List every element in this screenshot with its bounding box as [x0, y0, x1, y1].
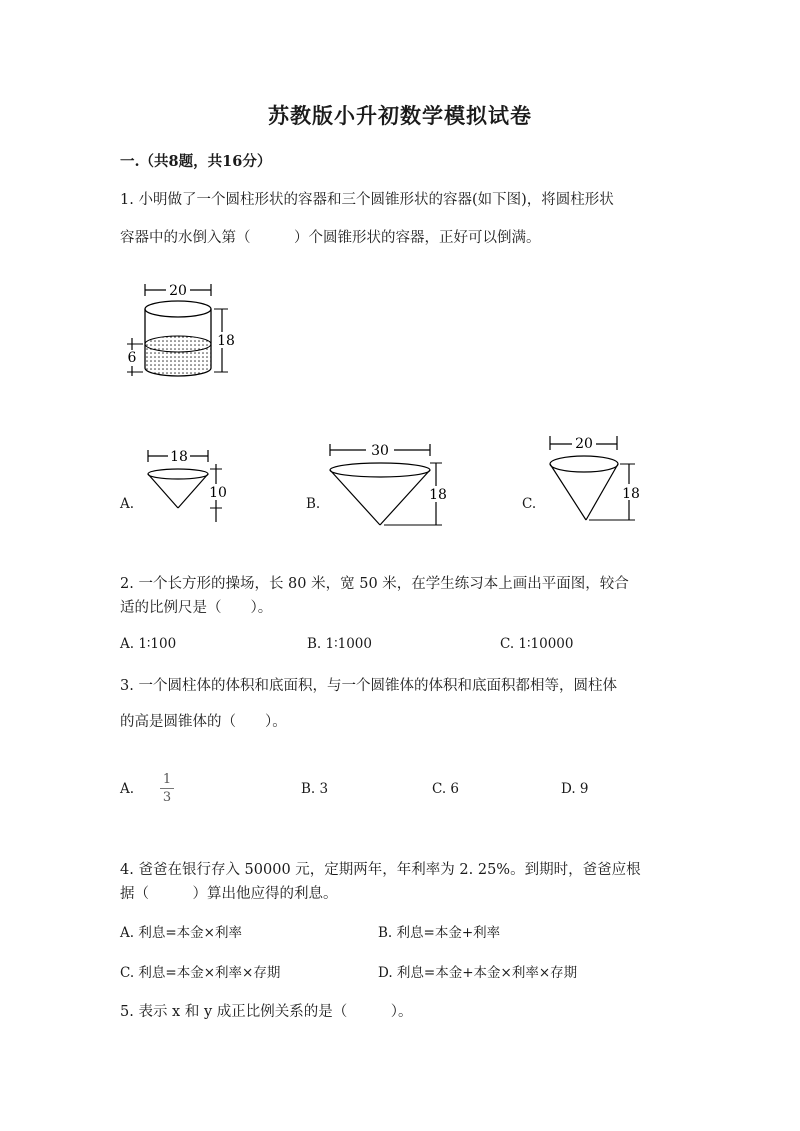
water-height-label: 6: [127, 350, 137, 366]
q3-option-b: B. 3: [301, 781, 329, 797]
question-3-line-1: 3. 一个圆柱体的体积和底面积，与一个圆锥体的体积和底面积都相等，圆柱体: [120, 678, 617, 694]
fraction-denominator: 3: [162, 790, 172, 805]
q3-option-d: D. 9: [561, 781, 589, 797]
fraction-bar: [160, 788, 174, 789]
cone-c-diameter-label: 20: [575, 436, 593, 452]
q4-option-b: B. 利息=本金+利率: [378, 925, 501, 941]
question-2-line-1: 2. 一个长方形的操场，长 80 米，宽 50 米，在学生练习本上画出平面图，较合: [120, 576, 629, 592]
q4-option-a: A. 利息=本金×利率: [120, 925, 242, 941]
cone-b-height-label: 18: [429, 487, 447, 503]
question-5-line-1: 5. 表示 x 和 y 成正比例关系的是（ ）。: [120, 1004, 413, 1020]
cone-c-figure: [545, 432, 655, 524]
question-3-line-2: 的高是圆锥体的（ ）。: [120, 714, 287, 730]
fraction-numerator: 1: [162, 772, 172, 787]
question-1-line-2: 容器中的水倒入第（ ）个圆锥形状的容器，正好可以倒满。: [120, 230, 541, 246]
section-heading: 一.（共8题，共16分）: [120, 153, 272, 170]
cylinder-figure: [122, 276, 242, 386]
cone-a-height-label: 10: [209, 485, 227, 501]
q2-option-a: A. 1∶100: [120, 636, 177, 652]
q2-option-c: C. 1∶10000: [500, 636, 574, 652]
cone-b-figure: [326, 440, 456, 532]
cone-a-diameter-label: 18: [170, 449, 188, 465]
q3-option-c: C. 6: [432, 781, 460, 797]
option-b-label: B.: [306, 496, 321, 512]
option-a-label: A.: [120, 496, 135, 512]
q3-option-a-fraction: [160, 772, 174, 805]
page-title: 苏教版小升初数学模拟试卷: [268, 103, 532, 128]
cylinder-height-label: 18: [217, 333, 235, 349]
question-2-line-2: 适的比例尺是（ ）。: [120, 600, 273, 616]
cone-c-height-label: 18: [622, 486, 640, 502]
q3-option-a-label: A.: [120, 781, 135, 797]
q2-option-b: B. 1∶1000: [307, 636, 372, 652]
q4-option-c: C. 利息=本金×利率×存期: [120, 965, 281, 981]
question-4-line-2: 据（ ）算出他应得的利息。: [120, 886, 338, 902]
cone-b-diameter-label: 30: [371, 443, 389, 459]
cylinder-diameter-label: 20: [169, 283, 187, 299]
question-4-line-1: 4. 爸爸在银行存入 50000 元，定期两年，年利率为 2. 25%。到期时，爸爸应根: [120, 862, 641, 878]
question-1-line-1: 1. 小明做了一个圆柱形状的容器和三个圆锥形状的容器(如下图)，将圆柱形状: [120, 192, 614, 208]
q4-option-d: D. 利息=本金+本金×利率×存期: [378, 965, 578, 981]
option-c-label: C.: [522, 496, 537, 512]
cone-a-figure: [144, 448, 234, 528]
